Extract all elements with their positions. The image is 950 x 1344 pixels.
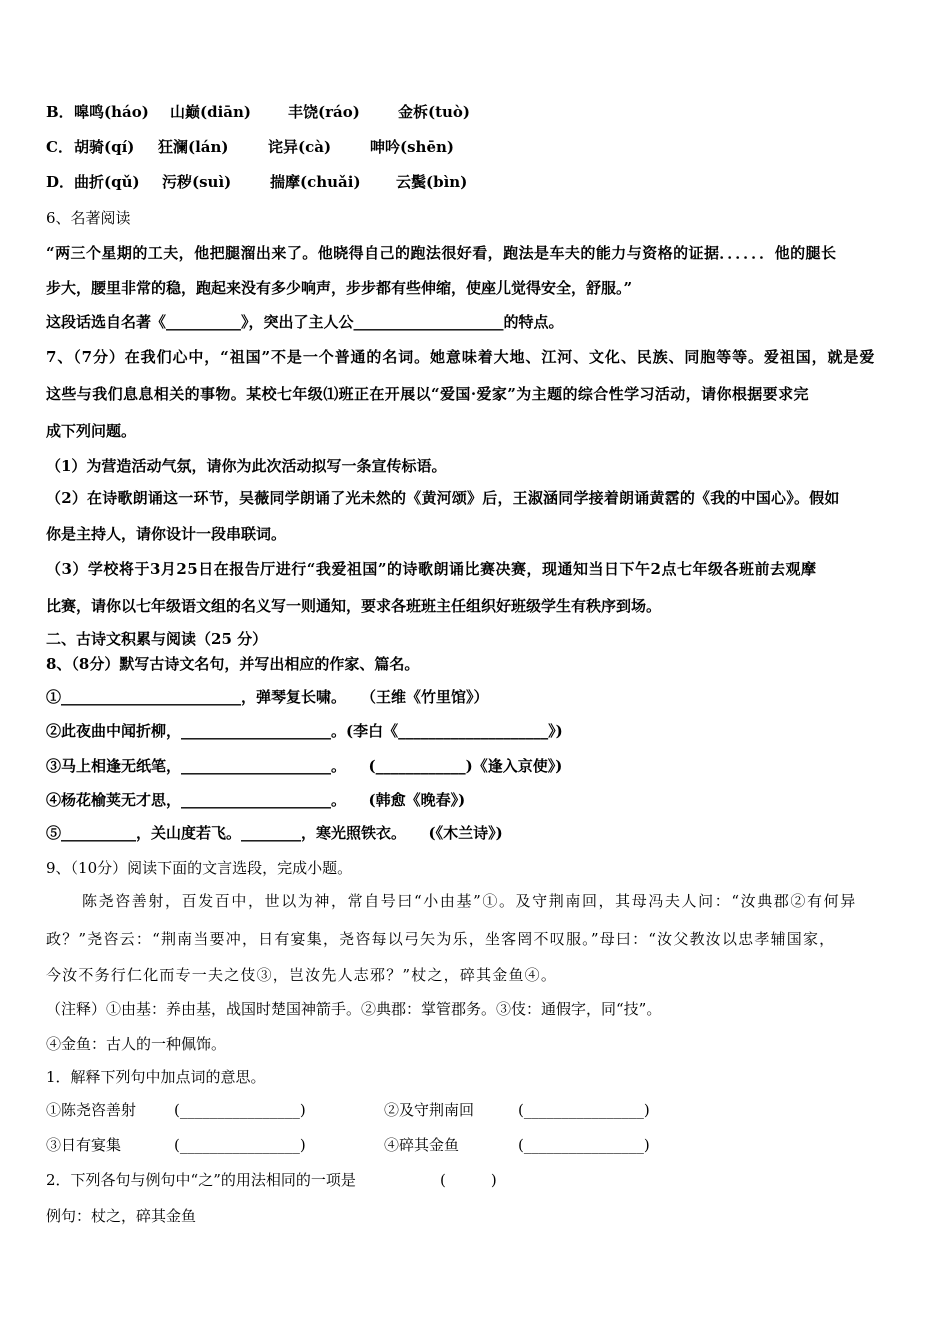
- answer-paren: ( ): [440, 1171, 497, 1189]
- item-text: ②及守荆南回: [384, 1101, 475, 1119]
- q9-passage-line-1: 陈尧咨善射，百发百中，世以为神，常自号曰“小由基”①。及守荆南回，其母冯夫人问：“汝典郡②有何异: [82, 892, 857, 910]
- q6-title: 6、名著阅读: [46, 209, 131, 227]
- q7-sub-3-line-2: 比赛，请你以七年级语文组的名义写一则通知，要求各班班主任组织好班级学生有秩序到场。: [46, 597, 662, 615]
- q7-intro-line-2: 这些与我们息息相关的事物。某校七年级⑴班正在开展以“爱国·爱家”为主题的综合性学习活动，请你根据要求完: [46, 385, 809, 403]
- option-item: 丰饶(ráo): [288, 103, 360, 121]
- q9-title: 9、（10分）阅读下面的文言选段，完成小题。: [46, 859, 353, 877]
- option-item: 山巅(diān): [170, 103, 252, 121]
- q9-sub-1-row-2: [46, 1135, 906, 1155]
- q5-option-c: [46, 137, 906, 157]
- q9-sub-2-title: 2．下列各句与例句中“之”的用法相同的一项是: [46, 1171, 356, 1189]
- q8-line-1: ①________________________，弹琴复长啸。 （王维《竹里馆》）: [46, 688, 489, 706]
- option-item: 金柝(tuò): [398, 103, 471, 121]
- option-label: D．: [46, 173, 75, 191]
- q9-sub-1-title: 1．解释下列句中加点词的意思。: [46, 1068, 266, 1086]
- item-text: ③日有宴集: [46, 1136, 122, 1154]
- q9-note-line-2: ④金鱼：古人的一种佩饰。: [46, 1035, 227, 1053]
- option-item: 云鬓(bìn): [396, 173, 468, 191]
- q7-sub-2-line-1: （2）在诗歌朗诵这一环节，吴薇同学朗诵了光未然的《黄河颂》后，王淑涵同学接着朗诵黄霑的《我的中国心》。假如: [46, 489, 840, 507]
- q6-quote-line-2: 步大，腰里非常的稳，跑起来没有多少响声，步步都有些伸缩，使座儿觉得安全，舒服。”: [46, 279, 633, 297]
- option-item: 狂澜(lán): [158, 138, 229, 156]
- q8-line-4: ④杨花榆荚无才思，____________________。 (韩愈《晚春》): [46, 791, 466, 809]
- option-item: 胡骑(qí): [74, 138, 135, 156]
- item-text: ④碎其金鱼: [384, 1136, 460, 1154]
- answer-blank: (________________): [174, 1101, 306, 1119]
- q7-sub-3-line-1: （3）学校将于3月25日在报告厅进行“我爱祖国”的诗歌朗诵比赛决赛，现通知当日下午2点七年级各班前去观摩: [46, 560, 817, 578]
- q6-quote-line-1: “两三个星期的工夫，他把腿溜出来了。他晓得自己的跑法很好看，跑法是车夫的能力与资格的证据．．．．．．他的腿长: [46, 244, 837, 262]
- option-label: B．: [46, 103, 74, 121]
- q9-note-line-1: （注释）①由基：养由基，战国时楚国神箭手。②典郡：掌管郡务。③伎：通假字，同“技”。: [46, 1000, 662, 1018]
- q9-sub-2: [46, 1170, 906, 1190]
- q7-sub-2-line-2: 你是主持人，请你设计一段串联词。: [46, 525, 287, 543]
- q9-passage-line-3: 今汝不务行仁化而专一夫之伎③，岂汝先人志邪？”杖之，碎其金鱼④。: [46, 966, 558, 984]
- q8-line-3: ③马上相逢无纸笔，____________________。 (____________)《逢入京使》): [46, 757, 563, 775]
- option-item: 曲折(qǔ): [74, 173, 140, 191]
- q7-intro-line-1: 7、（7分）在我们心中，“祖国”不是一个普通的名词。她意味着大地、江河、文化、民族、同胞等等。爱祖国，就是爱: [46, 348, 876, 366]
- q5-option-d: [46, 172, 906, 192]
- section-2-title: 二、古诗文积累与阅读（25 分）: [46, 630, 268, 648]
- option-item: 嗥鸣(háo): [74, 103, 149, 121]
- option-item: 揣摩(chuǎi): [270, 173, 361, 191]
- option-label: C．: [46, 138, 73, 156]
- q8-title: 8、（8分）默写古诗文名句，并写出相应的作家、篇名。: [46, 655, 420, 673]
- answer-blank: (________________): [518, 1101, 650, 1119]
- option-item: 诧异(cà): [268, 138, 332, 156]
- q9-passage-line-2: 政？”尧咨云：“荆南当要冲，日有宴集，尧咨每以弓矢为乐，坐客罔不叹服。”母曰：“汝父教汝以忠孝辅国家，: [46, 930, 836, 948]
- item-text: ①陈尧咨善射: [46, 1101, 137, 1119]
- q7-sub-1: （1）为营造活动气氛，请你为此次活动拟写一条宣传标语。: [46, 457, 447, 475]
- q8-line-5: ⑤__________，关山度若飞。________，寒光照铁衣。 (《木兰诗》): [46, 824, 503, 842]
- q9-example: 例句：杖之，碎其金鱼: [46, 1207, 197, 1225]
- option-item: 呻吟(shēn): [370, 138, 454, 156]
- option-item: 污秽(suì): [162, 173, 232, 191]
- q8-line-2: ②此夜曲中闻折柳，____________________。(李白《____________________》): [46, 722, 563, 740]
- q7-intro-line-3: 成下列问题。: [46, 422, 137, 440]
- q6-question: 这段话选自名著《__________》，突出了主人公____________________的特点。: [46, 313, 564, 331]
- answer-blank: (________________): [518, 1136, 650, 1154]
- q9-sub-1-row-1: [46, 1100, 906, 1120]
- q5-option-b: [46, 102, 906, 122]
- answer-blank: (________________): [174, 1136, 306, 1154]
